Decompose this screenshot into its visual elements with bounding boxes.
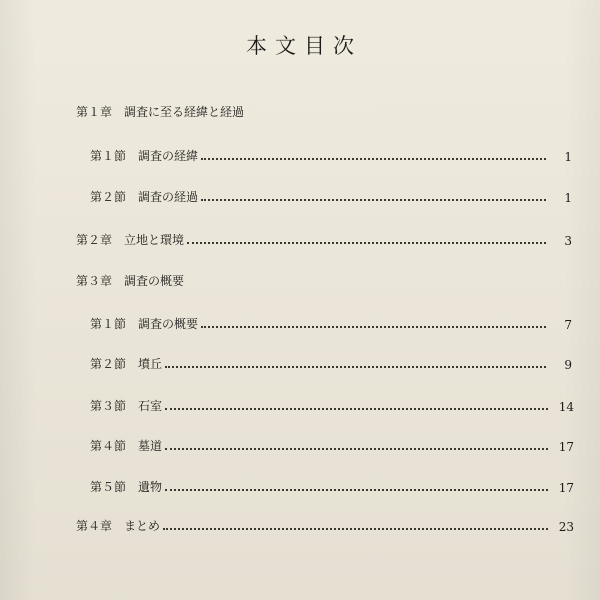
section-number: 第５節 bbox=[90, 480, 127, 494]
toc-chapter-row bbox=[76, 516, 574, 534]
page-number: 3 bbox=[564, 234, 572, 248]
section-number: 第２節 bbox=[90, 357, 127, 371]
page-number: 9 bbox=[564, 358, 572, 372]
toc-section-row bbox=[90, 477, 574, 495]
section-number: 第３節 bbox=[90, 399, 127, 413]
section-number: 第１節 bbox=[90, 149, 127, 163]
page-number: 1 bbox=[564, 150, 572, 164]
toc-section-row bbox=[90, 396, 574, 414]
chapter-title: 立地と環境 bbox=[124, 233, 185, 247]
section-title: 墓道 bbox=[138, 439, 163, 453]
chapter-number: 第４章 bbox=[76, 519, 113, 533]
dot-leader bbox=[201, 157, 546, 160]
toc-section-row bbox=[90, 314, 572, 332]
dot-leader bbox=[163, 527, 548, 530]
chapter-title: まとめ bbox=[124, 519, 161, 533]
page-title: 本文目次 bbox=[246, 34, 362, 58]
chapter-title: 調査の概要 bbox=[124, 274, 185, 288]
dot-leader bbox=[165, 407, 548, 410]
dot-leader bbox=[165, 365, 546, 368]
section-title: 石室 bbox=[138, 399, 163, 413]
page-number: 1 bbox=[564, 191, 572, 205]
dot-leader bbox=[165, 447, 548, 450]
page-number: 23 bbox=[558, 520, 574, 534]
section-title: 調査の経過 bbox=[138, 190, 199, 204]
section-title: 調査の経緯 bbox=[138, 149, 199, 163]
toc-section-row bbox=[90, 187, 572, 205]
section-title: 墳丘 bbox=[138, 357, 163, 371]
chapter-number: 第２章 bbox=[76, 233, 113, 247]
dot-leader bbox=[165, 488, 548, 491]
chapter-title: 調査に至る経緯と経過 bbox=[124, 105, 245, 119]
toc-chapter-row bbox=[76, 102, 576, 120]
toc-chapter-row bbox=[76, 230, 572, 248]
dot-leader bbox=[201, 198, 546, 201]
page-number: 14 bbox=[558, 400, 574, 414]
toc-section-row bbox=[90, 146, 572, 164]
chapter-number: 第１章 bbox=[76, 105, 113, 119]
page-number: 7 bbox=[564, 318, 572, 332]
page-number: 17 bbox=[558, 481, 574, 495]
dot-leader bbox=[187, 241, 546, 244]
section-title: 遺物 bbox=[138, 480, 163, 494]
toc-section-row bbox=[90, 354, 572, 372]
chapter-number: 第３章 bbox=[76, 274, 113, 288]
dot-leader bbox=[201, 325, 546, 328]
section-title: 調査の概要 bbox=[138, 317, 199, 331]
section-number: 第４節 bbox=[90, 439, 127, 453]
toc-chapter-row bbox=[76, 271, 576, 289]
section-number: 第１節 bbox=[90, 317, 127, 331]
toc-section-row bbox=[90, 436, 574, 454]
page-number: 17 bbox=[558, 440, 574, 454]
section-number: 第２節 bbox=[90, 190, 127, 204]
